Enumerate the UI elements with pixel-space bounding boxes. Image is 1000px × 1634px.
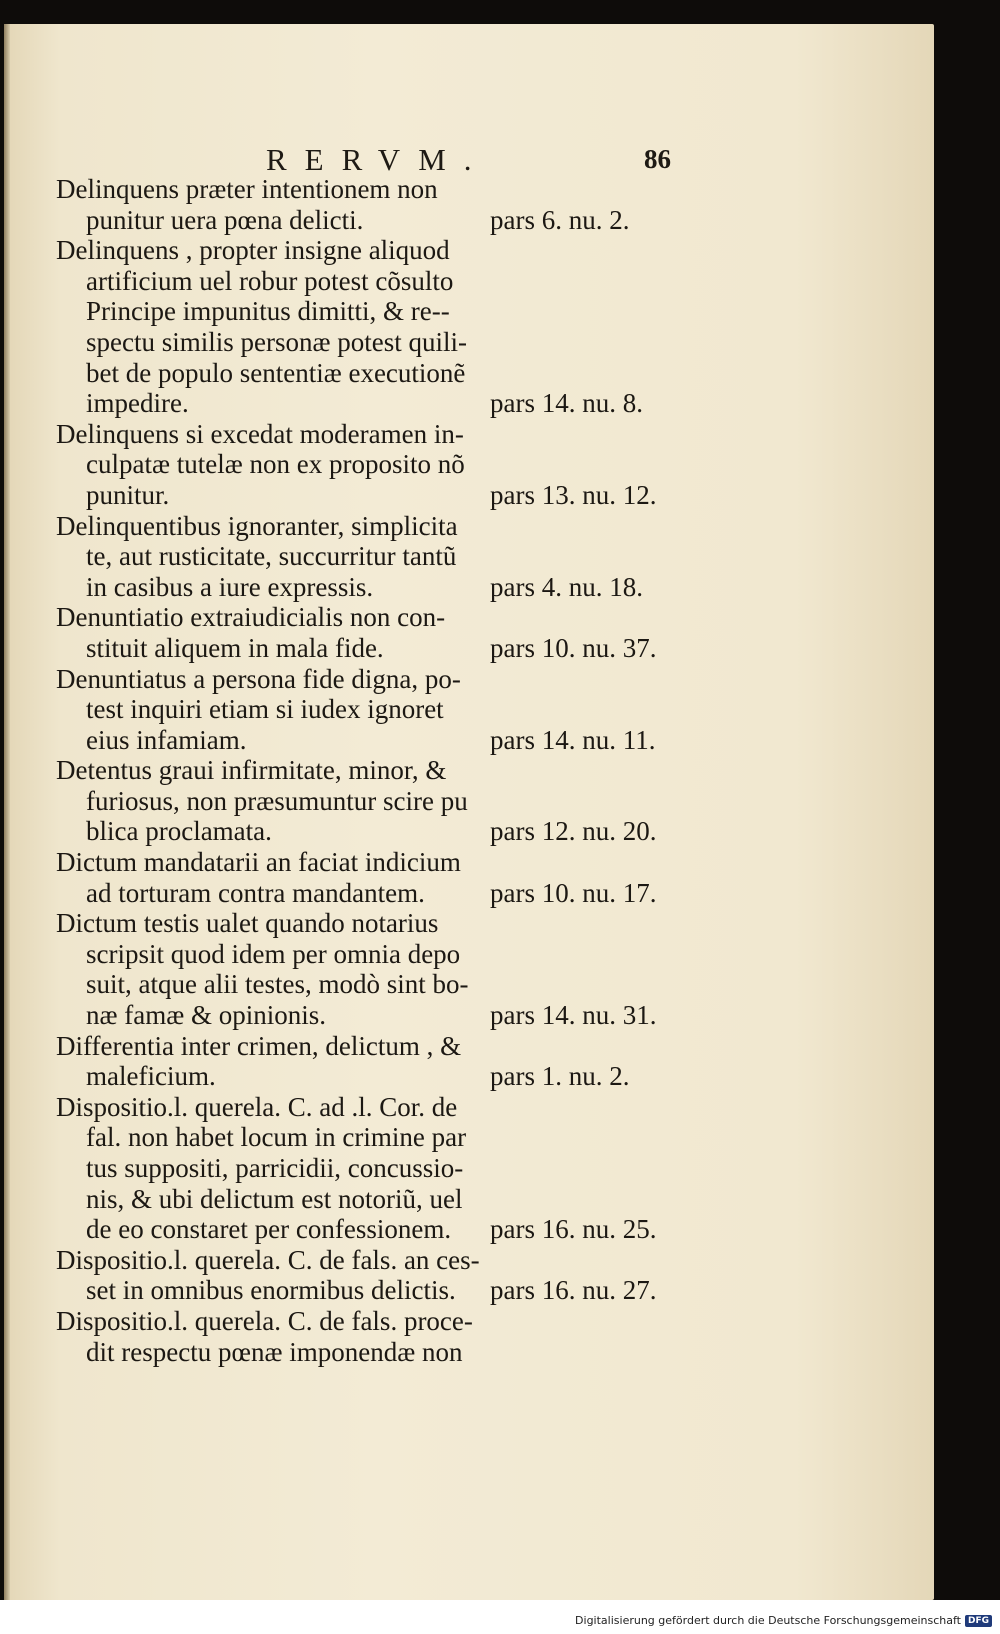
- entry-continuation-line: artificium uel robur potest cõsulto: [86, 265, 454, 296]
- entry-headword-line: Detentus graui infirmitate, minor, &: [56, 755, 447, 786]
- index-entry: [4, 847, 934, 908]
- entry-reference: pars 14. nu. 11.: [490, 724, 656, 755]
- index-entry: [4, 664, 934, 756]
- entry-continuation-line: spectu similis personæ potest quili-: [86, 326, 467, 357]
- dfg-logo: DFG: [965, 1615, 992, 1627]
- entry-continuation-line: punitur.: [86, 479, 170, 510]
- entry-headword-line: Dictum mandatarii an faciat indicium: [56, 847, 461, 878]
- entry-continuation-line: Principe impunitus dimitti, & re--: [86, 296, 450, 327]
- entry-continuation-line: in casibus a iure expressis.: [86, 571, 374, 602]
- index-entry: [4, 602, 934, 663]
- entry-continuation-line: blica proclamata.: [86, 816, 272, 847]
- folio-number: 86: [644, 144, 671, 174]
- entry-continuation-line: te, aut rusticitate, succurritur tantũ: [86, 541, 457, 572]
- entry-reference: pars 14. nu. 8.: [490, 388, 643, 419]
- index-entry: [4, 511, 934, 603]
- entry-continuation-line: de eo constaret per confessionem.: [86, 1214, 452, 1245]
- entry-continuation-line: test inquiri etiam si iudex ignoret: [86, 694, 444, 725]
- index-entry: [4, 235, 934, 419]
- entry-reference: pars 4. nu. 18.: [490, 571, 643, 602]
- entry-headword-line: Dictum testis ualet quando notarius: [56, 908, 439, 939]
- entry-continuation-line: tus suppositi, parricidii, concussio-: [86, 1153, 464, 1183]
- entry-continuation-line: stituit aliquem in mala fide.: [86, 632, 384, 663]
- index-entry: [4, 908, 934, 1030]
- entry-continuation-line: punitur uera pœna delicti.: [86, 204, 364, 235]
- entry-reference: pars 16. nu. 27.: [490, 1275, 657, 1306]
- entry-headword-line: Differentia inter crimen, delictum , &: [56, 1030, 462, 1061]
- entry-headword-line: Delinquens præter intentionem non: [56, 174, 438, 204]
- entry-continuation-line: culpatæ tutelæ non ex proposito nõ: [86, 449, 465, 480]
- entry-reference: pars 16. nu. 25.: [490, 1214, 657, 1245]
- entry-headword-line: Dispositio.l. querela. C. de fals. proce-: [56, 1305, 473, 1336]
- entry-continuation-line: eius infamiam.: [86, 724, 247, 755]
- index-entry: [4, 419, 934, 511]
- entry-reference: pars 14. nu. 31.: [490, 1000, 657, 1031]
- entry-headword-line: Denuntiatus a persona fide digna, po-: [56, 663, 461, 694]
- entry-continuation-line: furiosus, non præsumuntur scire pu: [86, 785, 468, 816]
- entry-continuation-line: dit respectu pœnæ imponendæ non: [86, 1336, 463, 1367]
- entry-continuation-line: maleficium.: [86, 1061, 216, 1092]
- entry-continuation-line: nis, & ubi delictum est notoriũ, uel: [86, 1183, 463, 1214]
- index-entry: [4, 1031, 934, 1092]
- entry-reference: pars 10. nu. 37.: [490, 632, 657, 663]
- entry-headword-line: Dispositio.l. querela. C. ad .l. Cor. de: [56, 1091, 458, 1122]
- index-entry: [4, 174, 934, 235]
- entry-headword-line: Delinquens , propter insigne aliquod: [56, 235, 450, 266]
- entry-reference: pars 12. nu. 20.: [490, 816, 657, 847]
- index-entry: [4, 1245, 934, 1306]
- entry-continuation-line: set in omnibus enormibus delictis.: [86, 1275, 456, 1306]
- entry-continuation-line: ad torturam contra mandantem.: [86, 877, 425, 908]
- entry-reference: pars 1. nu. 2.: [490, 1061, 630, 1092]
- index-entry: [4, 755, 934, 847]
- index-entries: [4, 174, 934, 1367]
- entry-reference: pars 10. nu. 17.: [490, 877, 657, 908]
- entry-reference: pars 6. nu. 2.: [490, 204, 630, 235]
- footer-credit: Digitalisierung gefördert durch die Deutsche Forschungsgemeinschaft: [575, 1614, 961, 1627]
- entry-continuation-line: scripsit quod idem per omnia depo: [86, 938, 461, 969]
- entry-reference: pars 13. nu. 12.: [490, 479, 657, 510]
- entry-continuation-line: næ famæ & opinionis.: [86, 1000, 327, 1031]
- entry-continuation-line: impedire.: [86, 388, 189, 419]
- entry-continuation-line: bet de populo sententiæ executionẽ: [86, 357, 466, 388]
- entry-headword-line: Dispositio.l. querela. C. de fals. an ces-: [56, 1244, 480, 1275]
- index-entry: [4, 1306, 934, 1367]
- entry-headword-line: Denuntiatio extraiudicialis non con-: [56, 602, 446, 633]
- entry-headword-line: Delinquentibus ignoranter, simplicita: [56, 510, 458, 541]
- entry-continuation-line: fal. non habet locum in crimine par: [86, 1122, 467, 1153]
- index-entry: [4, 1092, 934, 1245]
- entry-continuation-line: suit, atque alii testes, modò sint bo-: [86, 969, 469, 1000]
- book-page: [4, 24, 934, 1600]
- digitization-footer: [575, 1614, 992, 1627]
- entry-headword-line: Delinquens si excedat moderamen in-: [56, 418, 464, 449]
- running-head: RERVM.: [266, 142, 490, 177]
